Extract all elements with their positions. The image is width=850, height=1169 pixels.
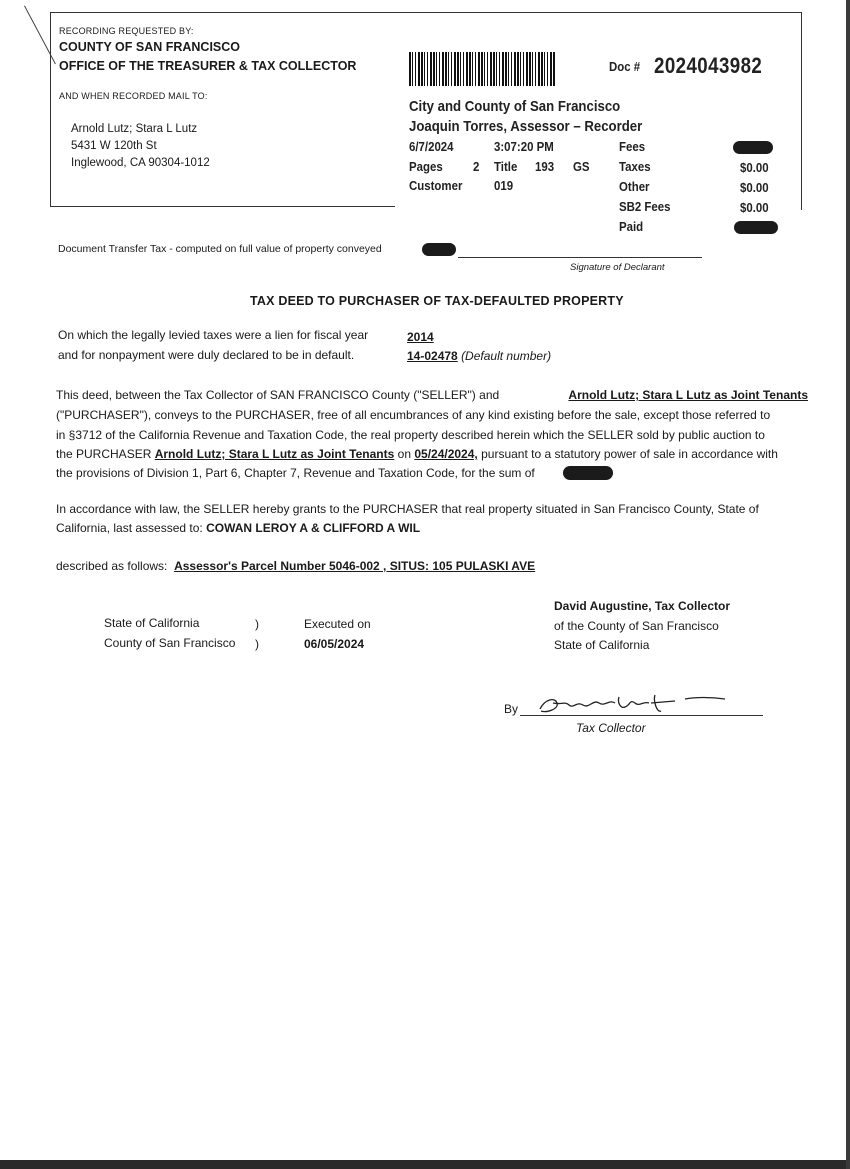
barcode: [409, 52, 555, 86]
signature-title: Tax Collector: [576, 721, 646, 735]
recording-box-border: [801, 12, 802, 210]
default-caption: (Default number): [461, 349, 552, 363]
mail-street: 5431 W 120th St: [71, 140, 157, 152]
county-label: County of San Francisco: [104, 636, 236, 650]
described-line: [56, 557, 535, 577]
deed-line4: [56, 445, 808, 465]
described-label: described as follows:: [56, 559, 168, 573]
fiscal-year: 2014: [407, 330, 434, 344]
signature-caption: Signature of Declarant: [570, 262, 665, 273]
executed-date: 06/05/2024: [304, 637, 365, 651]
doc-number: 2024043982: [654, 53, 763, 78]
fee-label: Other: [619, 179, 650, 194]
lien-line2: and for nonpayment were duly declared to be in default.: [58, 348, 355, 362]
redaction-mark: [734, 221, 778, 234]
pages-value: 2: [473, 159, 480, 174]
record-date: 6/7/2024: [409, 139, 454, 154]
fee-label: Fees: [619, 139, 646, 154]
fee-label: Taxes: [619, 159, 651, 174]
executed-label: Executed on: [304, 617, 371, 631]
default-number-line: [407, 347, 551, 367]
default-number: 14-02478: [407, 349, 458, 363]
fee-value: $0.00: [740, 200, 769, 215]
org-line2: OFFICE OF THE TREASURER & TAX COLLECTOR: [59, 59, 357, 73]
recording-box-border: [50, 12, 802, 13]
deed-text: on: [397, 447, 411, 461]
title-label: Title: [494, 159, 518, 174]
redaction-mark: [422, 243, 456, 256]
signature-line: [520, 715, 763, 716]
pages-label: Pages: [409, 159, 443, 174]
recording-box-border: [50, 206, 395, 207]
mail-city: Inglewood, CA 90304-1012: [71, 157, 210, 169]
deed-line1: [56, 386, 808, 406]
record-time: 3:07:20 PM: [494, 139, 554, 154]
declarant-signature-line: [458, 257, 702, 258]
collector-line3: State of California: [554, 638, 650, 652]
paren: ): [255, 617, 259, 631]
title-value: 193: [535, 159, 555, 174]
org-line1: COUNTY OF SAN FRANCISCO: [59, 40, 241, 54]
deed-line3: in §3712 of the California Revenue and Taxation Code, the real property described herein which the SELLER sold by public auction to: [56, 428, 765, 442]
state-label: State of California: [104, 616, 200, 630]
office-line1: City and County of San Francisco: [409, 98, 621, 115]
scan-edge-right: [846, 0, 850, 1169]
deed-line5: the provisions of Division 1, Part 6, Chapter 7, Revenue and Taxation Code, for the sum of: [56, 466, 535, 480]
fee-value: $0.00: [740, 180, 769, 195]
fee-value: $0.00: [740, 160, 769, 175]
customer-label: Customer: [409, 178, 463, 193]
collector-name: David Augustine, Tax Collector: [554, 599, 731, 613]
fee-label: Paid: [619, 219, 644, 234]
scan-edge-bottom: [0, 1160, 850, 1169]
corner-mark: [24, 6, 56, 65]
assessee-name: COWAN LEROY A & CLIFFORD A WIL: [206, 521, 421, 535]
customer-value: 019: [494, 178, 514, 193]
transfer-tax-text: Document Transfer Tax - computed on full value of property conveyed: [58, 243, 382, 255]
doc-label: Doc #: [609, 59, 641, 74]
requested-by-label: RECORDING REQUESTED BY:: [59, 26, 194, 36]
office-line2: Joaquin Torres, Assessor – Recorder: [409, 118, 643, 135]
recording-box-border: [50, 12, 51, 207]
by-label: By: [504, 702, 519, 716]
redaction-mark: [563, 466, 613, 480]
deed-text: This deed, between the Tax Collector of SAN FRANCISCO County ("SELLER") and: [56, 388, 500, 402]
deed-text: the PURCHASER: [56, 447, 152, 461]
grant-line2: [56, 519, 420, 539]
lien-line1: On which the legally levied taxes were a lien for fiscal year: [58, 328, 369, 342]
paren: ): [255, 637, 259, 651]
fee-label: SB2 Fees: [619, 199, 671, 214]
mail-name: Arnold Lutz; Stara L Lutz: [71, 123, 198, 135]
parcel-number: Assessor's Parcel Number 5046-002 , SITUS: 105 PULASKI AVE: [174, 559, 536, 573]
deed-line2: ("PURCHASER"), conveys to the PURCHASER, free of all encumbrances of any kind existing before the sale, except those referred to: [56, 408, 771, 422]
deed-text: pursuant to a statutory power of sale in accordance with: [481, 447, 778, 461]
collector-line2: of the County of San Francisco: [554, 619, 719, 633]
purchaser-name: Arnold Lutz; Stara L Lutz as Joint Tenants: [154, 447, 395, 461]
mail-to-label: AND WHEN RECORDED MAIL TO:: [59, 91, 208, 101]
purchaser-name: Arnold Lutz; Stara L Lutz as Joint Tenants: [568, 388, 808, 402]
document-title: TAX DEED TO PURCHASER OF TAX-DEFAULTED PROPERTY: [250, 294, 624, 308]
sale-date: 05/24/2024,: [414, 447, 478, 461]
grant-line1: In accordance with law, the SELLER hereby grants to the PURCHASER that real property situated in San Francisco County, State of: [56, 502, 759, 516]
redaction-mark: [733, 141, 773, 154]
title-code: GS: [573, 159, 590, 174]
grant-text: California, last assessed to:: [56, 521, 203, 535]
